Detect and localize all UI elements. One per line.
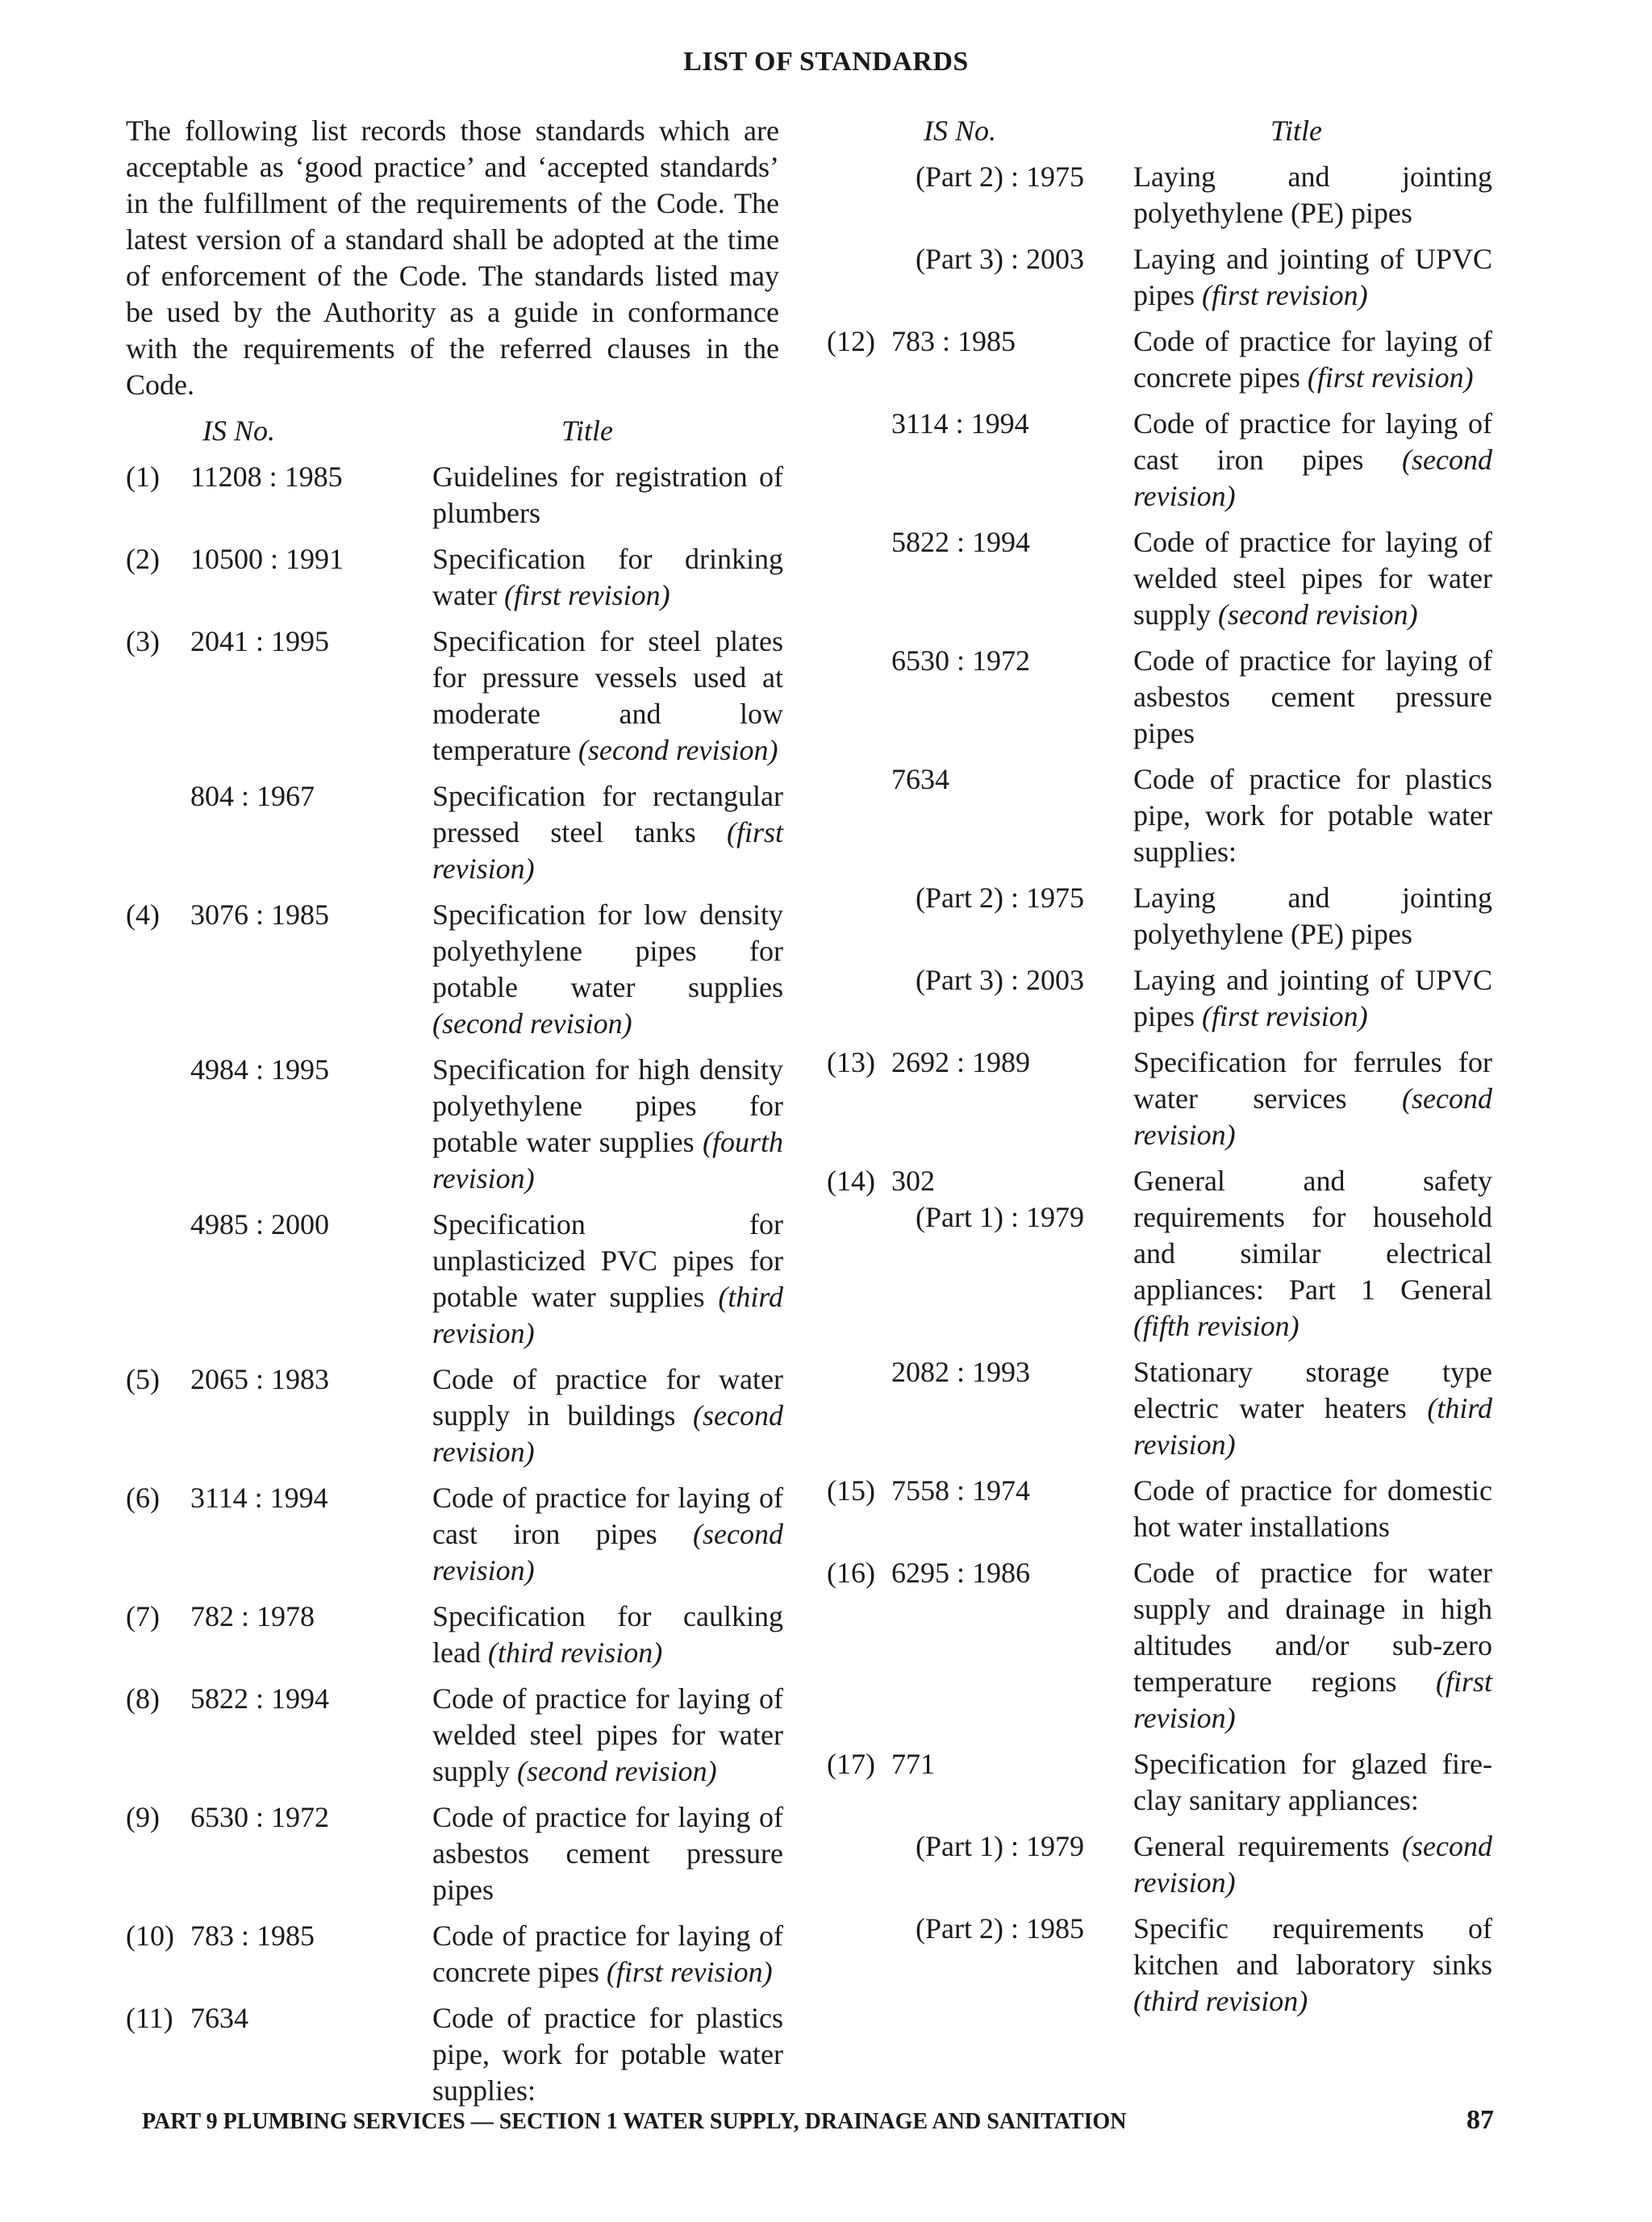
standard-index: (8)	[126, 1682, 160, 1715]
standard-is-number	[891, 1911, 1133, 2020]
standard-is-number	[190, 459, 432, 532]
standard-is-number	[891, 761, 1133, 870]
title-text: Laying and jointing of UPVC pipes	[1133, 964, 1492, 1032]
column-header	[827, 113, 1492, 149]
standard-title	[432, 2000, 783, 2109]
standard-index: (12)	[827, 325, 875, 357]
is-number-text: (Part 2) : 1975	[916, 161, 1084, 193]
revision-note: (first revision)	[1202, 1000, 1368, 1032]
revision-note: (second revision)	[1133, 1830, 1492, 1899]
is-number-text: 783 : 1985	[190, 1920, 315, 1952]
revision-note: (third revision)	[487, 1636, 663, 1669]
is-number-text: 7634	[891, 763, 949, 795]
standard-row	[827, 159, 1492, 231]
standard-is-number	[891, 643, 1133, 752]
standard-title	[1133, 1473, 1492, 1545]
standard-row	[827, 241, 1492, 314]
standard-index	[827, 406, 891, 515]
standard-index: (9)	[126, 1801, 160, 1833]
standard-title	[432, 541, 783, 614]
standard-is-number	[190, 1361, 432, 1470]
is-number-text: 10500 : 1991	[190, 543, 344, 575]
revision-note: (first revision)	[503, 579, 670, 611]
standard-index: (15)	[827, 1474, 875, 1507]
standard-index	[827, 643, 891, 752]
is-number-text: 11208 : 1985	[190, 461, 343, 493]
is-number-text: (Part 3) : 2003	[916, 243, 1084, 275]
standard-row	[126, 1799, 787, 1908]
title-text: Laying and jointing polyethylene (PE) pipes	[1133, 161, 1492, 229]
standard-row	[126, 623, 787, 769]
title-text: Code of practice for water supply and drainage in high altitudes and/or sub-zero temperature regions	[1133, 1557, 1492, 1698]
standard-is-number	[891, 1746, 1133, 1819]
is-number-text: 804 : 1967	[190, 780, 315, 812]
standards-list-right	[827, 159, 1492, 2020]
standard-index: (17)	[827, 1748, 875, 1780]
standard-index: (4)	[126, 898, 160, 931]
standard-index: (14)	[827, 1165, 875, 1197]
standard-index: (10)	[126, 1920, 174, 1952]
revision-note: (second revision)	[1133, 444, 1493, 512]
standard-index: (13)	[827, 1046, 875, 1078]
revision-note: (second revision)	[578, 734, 778, 766]
revision-note: (fourth revision)	[432, 1126, 783, 1194]
standard-row	[126, 1052, 787, 1197]
standard-is-number	[891, 1828, 1133, 1901]
is-number-text: 6295 : 1986	[891, 1557, 1031, 1589]
standard-title	[432, 897, 783, 1042]
title-text: Specification for low density polyethylene pipes for potable water supplies	[432, 898, 783, 1003]
title-text: Guidelines for registration of plumbers	[432, 461, 783, 529]
title-text: Specification for rectangular pressed steel tanks	[432, 780, 783, 848]
is-number-text: 783 : 1985	[891, 325, 1016, 357]
title-text: Specification for steel plates for pressure vessels used at moderate and low temperature	[432, 625, 783, 766]
is-number-text: 782 : 1978	[190, 1600, 315, 1632]
standard-row	[126, 1207, 787, 1352]
title-text: Code of practice for laying of concrete pipes	[432, 1920, 783, 1988]
standard-title	[432, 1052, 783, 1197]
standard-index: (11)	[126, 2002, 173, 2034]
standard-row	[126, 2000, 787, 2109]
standard-index	[827, 1911, 891, 2020]
standard-is-number	[891, 241, 1133, 314]
title-text: Code of practice for laying of welded steel pipes for water supply	[1133, 526, 1492, 631]
standard-is-number	[190, 1799, 432, 1908]
is-number-text: (Part 3) : 2003	[916, 964, 1084, 996]
standard-row	[827, 962, 1492, 1035]
standard-is-number	[190, 1918, 432, 1991]
standard-row	[827, 1354, 1492, 1463]
page-footer	[142, 2105, 1494, 2136]
standard-title	[1133, 524, 1492, 633]
title-text: Specification for unplasticized PVC pipes for potable water supplies	[432, 1208, 783, 1313]
title-text: Code of practice for laying of cast iron pipes	[432, 1482, 783, 1550]
title-text: Stationary storage type electric water heaters	[1133, 1356, 1492, 1424]
title-text: Specification for high density polyethylene pipes for potable water supplies	[432, 1053, 783, 1158]
standard-is-number	[190, 1480, 432, 1589]
standard-index: (3)	[126, 625, 160, 657]
title-text: Code of practice for plastics pipe, work for potable water supplies:	[1133, 763, 1492, 868]
standard-is-number	[891, 1044, 1133, 1153]
standard-row	[126, 1599, 787, 1671]
revision-note: (third revision)	[432, 1281, 783, 1349]
standards-list-left	[126, 459, 787, 2109]
standard-index: (1)	[126, 461, 160, 493]
standard-index	[827, 159, 891, 231]
standard-row	[827, 1555, 1492, 1736]
title-text: Laying and jointing polyethylene (PE) pipes	[1133, 882, 1492, 950]
standard-row	[827, 880, 1492, 953]
standard-index	[827, 241, 891, 314]
header-title: Title	[1270, 115, 1323, 147]
standard-row	[827, 524, 1492, 633]
is-number-text: 7634	[190, 2002, 248, 2034]
standard-title	[432, 1207, 783, 1352]
is-number-text: (Part 2) : 1985	[916, 1912, 1084, 1945]
standard-title	[432, 1361, 783, 1470]
intro-paragraph: The following list records those standards which are acceptable as ‘good practice’ and ‘accepted standards’ in the fulfillment of the requirements of the Code. The latest version of a standard shall be adopted at the time of enforcement of the Code. The standards listed may be used by the Authority as a guide in conformance with the requirements of the referred clauses in the Code.	[126, 115, 779, 401]
standard-title	[1133, 880, 1492, 953]
standard-index	[126, 1052, 190, 1197]
standard-row	[827, 643, 1492, 752]
standard-index: (5)	[126, 1363, 160, 1395]
standard-row	[126, 1681, 787, 1790]
revision-note: (fifth revision)	[1133, 1310, 1299, 1342]
standard-row	[126, 1480, 787, 1589]
standard-is-number	[891, 1354, 1133, 1463]
standard-is-number	[190, 1207, 432, 1352]
left-column	[126, 113, 787, 2119]
standard-row	[827, 1746, 1492, 1819]
standard-row	[126, 1361, 787, 1470]
standard-is-number	[891, 1163, 1133, 1344]
header-is-no: IS No.	[924, 115, 996, 147]
standard-title	[1133, 761, 1492, 870]
is-number-text: 6530 : 1972	[190, 1801, 330, 1833]
standard-index	[827, 761, 891, 870]
is-number-text: 3114 : 1994	[190, 1482, 328, 1514]
title-text: General requirements	[1133, 1830, 1390, 1862]
standard-is-number	[190, 2000, 432, 2109]
standard-index	[827, 1828, 891, 1901]
standard-title	[1133, 1163, 1492, 1344]
standard-is-number	[190, 623, 432, 769]
standard-title	[1133, 323, 1492, 396]
standard-title	[1133, 1746, 1492, 1819]
revision-note: (second revision)	[432, 1007, 632, 1040]
title-text: Code of practice for laying of asbestos cement pressure pipes	[432, 1801, 783, 1906]
standard-row	[827, 406, 1492, 515]
is-number-text: 2041 : 1995	[190, 625, 330, 657]
standard-is-number	[190, 1599, 432, 1671]
standard-row	[126, 897, 787, 1042]
standard-title	[432, 1599, 783, 1671]
page-number: 87	[1466, 2105, 1494, 2135]
standard-row	[827, 1044, 1492, 1153]
standard-title	[432, 459, 783, 532]
header-is-no: IS No.	[202, 415, 275, 447]
title-text: Code of practice for laying of welded steel pipes for water supply	[432, 1682, 783, 1787]
is-number-text: 5822 : 1994	[891, 526, 1031, 558]
standard-row	[827, 1163, 1492, 1344]
revision-note: (second revision)	[517, 1755, 717, 1787]
standard-row	[126, 778, 787, 887]
standard-row	[827, 761, 1492, 870]
standard-row	[126, 459, 787, 532]
standard-title	[1133, 1911, 1492, 2020]
standard-is-number	[891, 524, 1133, 633]
title-text: Specific requirements of kitchen and laboratory sinks	[1133, 1912, 1492, 1981]
standard-title	[1133, 1354, 1492, 1463]
page-title: LIST OF STANDARDS	[683, 47, 969, 77]
title-text: Specification for glazed fire-clay sanitary appliances:	[1133, 1748, 1492, 1816]
standard-is-number	[190, 897, 432, 1042]
standard-title	[432, 1918, 783, 1991]
is-number-text: 2692 : 1989	[891, 1046, 1031, 1078]
is-number-text: 771	[891, 1748, 935, 1780]
title-text: Code of practice for laying of asbestos cement pressure pipes	[1133, 644, 1492, 749]
standard-is-number	[891, 323, 1133, 396]
standard-index: (6)	[126, 1482, 160, 1514]
column-header	[126, 413, 787, 449]
standard-title	[1133, 159, 1492, 231]
standard-is-number	[891, 159, 1133, 231]
title-text: Specification for caulking lead	[432, 1600, 783, 1669]
is-number-text: 5822 : 1994	[190, 1682, 330, 1715]
standard-title	[1133, 1555, 1492, 1736]
standard-is-number	[190, 778, 432, 887]
standard-index	[827, 1354, 891, 1463]
standard-is-number	[190, 1052, 432, 1197]
is-number-text: 302	[891, 1165, 935, 1197]
standard-title	[1133, 962, 1492, 1035]
title-text: Code of practice for domestic hot water installations	[1133, 1474, 1492, 1543]
standard-is-number	[891, 406, 1133, 515]
revision-note: (first revision)	[1202, 279, 1368, 311]
standard-title	[1133, 406, 1492, 515]
standard-is-number	[891, 880, 1133, 953]
revision-note: (third revision)	[1133, 1985, 1308, 2017]
standard-row	[827, 1473, 1492, 1545]
standard-title	[432, 1799, 783, 1908]
title-text: Code of practice for water supply in buildings	[432, 1363, 783, 1432]
standard-is-number	[190, 1681, 432, 1790]
standard-title	[1133, 643, 1492, 752]
is-number-text: 2065 : 1983	[190, 1363, 330, 1395]
title-text: Specification for ferrules for water services	[1133, 1046, 1492, 1115]
title-text: Code of practice for laying of concrete pipes	[1133, 325, 1492, 394]
standard-index: (7)	[126, 1600, 160, 1632]
title-text: Laying and jointing of UPVC pipes	[1133, 243, 1492, 311]
standard-index	[827, 962, 891, 1035]
standard-is-number	[891, 962, 1133, 1035]
revision-note: (first revision)	[1133, 1665, 1493, 1734]
revision-note: (third revision)	[1133, 1392, 1492, 1461]
title-text: Code of practice for plastics pipe, work for potable water supplies:	[432, 2002, 783, 2107]
is-number-text: (Part 2) : 1975	[916, 882, 1084, 914]
standard-title	[1133, 1828, 1492, 1901]
standard-title	[432, 1480, 783, 1589]
footer-section-text: PART 9 PLUMBING SERVICES — SECTION 1 WATER SUPPLY, DRAINAGE AND SANITATION	[142, 2109, 1127, 2134]
standard-row	[827, 1911, 1492, 2020]
right-column	[827, 113, 1492, 2029]
standard-is-number	[190, 541, 432, 614]
revision-note: (second revision)	[1218, 598, 1418, 631]
title-text: Specification for drinking water	[432, 543, 783, 611]
revision-note: (first revision)	[606, 1956, 773, 1988]
header-title: Title	[561, 415, 614, 447]
is-number-text: 6530 : 1972	[891, 644, 1031, 677]
standard-title	[1133, 1044, 1492, 1153]
revision-note: (first revision)	[432, 816, 783, 885]
standard-row	[126, 541, 787, 614]
standard-index: (16)	[827, 1557, 875, 1589]
is-number-text: (Part 1) : 1979	[916, 1830, 1084, 1862]
standard-row	[827, 1828, 1492, 1901]
standard-index	[126, 778, 190, 887]
title-text: General and safety requirements for household and similar electrical appliances: Part 1 General	[1133, 1165, 1492, 1306]
standard-is-number	[891, 1473, 1133, 1545]
standard-index	[827, 880, 891, 953]
is-number-text: 4984 : 1995	[190, 1053, 330, 1086]
revision-note: (second revision)	[432, 1518, 783, 1586]
is-number-text: 3114 : 1994	[891, 407, 1029, 440]
is-number-text: 3076 : 1985	[190, 898, 330, 931]
title-text: Code of practice for laying of cast iron pipes	[1133, 407, 1492, 476]
is-number-text: 2082 : 1993	[891, 1356, 1031, 1388]
revision-note: (second revision)	[432, 1399, 784, 1468]
standard-index	[827, 524, 891, 633]
standard-title	[432, 778, 783, 887]
standard-index: (2)	[126, 543, 160, 575]
standard-title	[432, 1681, 783, 1790]
standard-title	[432, 623, 783, 769]
is-part-text: (Part 1) : 1979	[916, 1201, 1084, 1233]
revision-note: (second revision)	[1133, 1082, 1493, 1151]
revision-note: (first revision)	[1307, 361, 1474, 394]
standard-is-number	[891, 1555, 1133, 1736]
is-number-text: 4985 : 2000	[190, 1208, 330, 1240]
is-number-text: 7558 : 1974	[891, 1474, 1031, 1507]
standard-row	[126, 1918, 787, 1991]
standard-index	[126, 1207, 190, 1352]
standard-row	[827, 323, 1492, 396]
standard-title	[1133, 241, 1492, 314]
